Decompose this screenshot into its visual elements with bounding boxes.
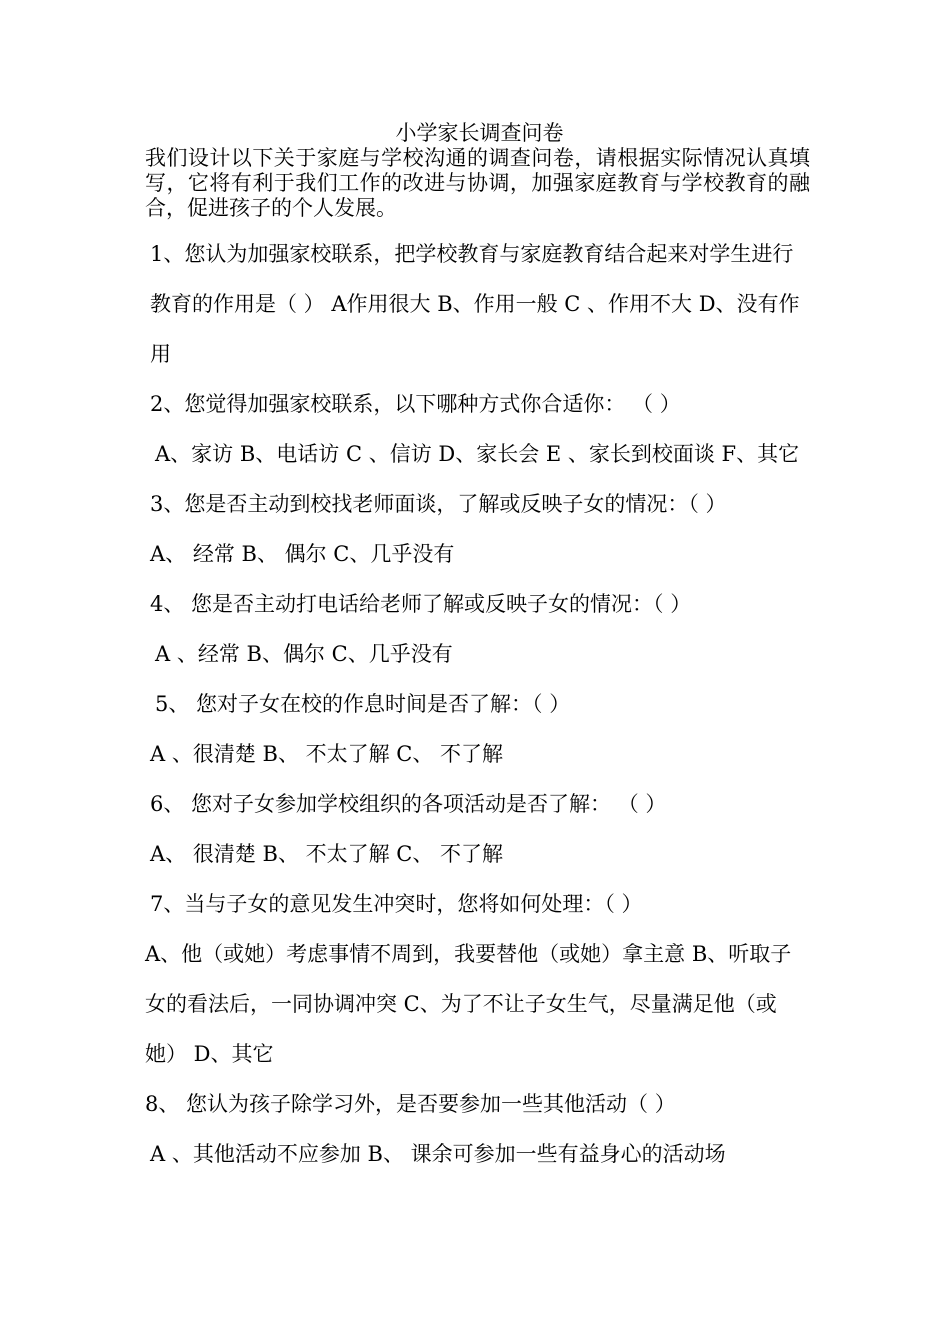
question-text: 8、 您认为孩子除学习外，是否要参加一些其他活动（ ） <box>145 1092 676 1116</box>
question-2 <box>145 379 810 479</box>
question-options: A 、其他活动不应参加 B、 课余可参加一些有益身心的活动场 <box>150 1142 726 1166</box>
question-6 <box>145 779 810 879</box>
question-text: 6、 您对子女参加学校组织的各项活动是否了解： （ ） <box>150 792 667 816</box>
question-7 <box>145 879 810 1079</box>
question-8 <box>145 1079 810 1179</box>
question-text: 7、当与子女的意见发生冲突时，您将如何处理：（ ） <box>150 892 643 916</box>
question-options: A、 经常 B、 偶尔 C、几乎没有 <box>150 542 455 566</box>
question-text: 3、您是否主动到校找老师面谈，了解或反映子女的情况：（ ） <box>150 492 727 516</box>
question-options: A、家访 B、电话访 C 、信访 D、家长会 E 、家长到校面谈 F、其它 <box>155 442 800 466</box>
question-options: A、他（或她）考虑事情不周到，我要替他（或她）拿主意 B、听取子女的看法后，一同协调冲突 C、为了不让子女生气，尽量满足他（或她） D、其它 <box>145 942 792 1066</box>
survey-document <box>145 120 810 1179</box>
question-text: 2、您觉得加强家校联系，以下哪种方式你合适你： （ ） <box>150 392 681 416</box>
intro-paragraph: 我们设计以下关于家庭与学校沟通的调查问卷，请根据实际情况认真填写，它将有利于我们工作的改进与协调，加强家庭教育与学校教育的融合，促进孩子的个人发展。 <box>145 146 810 220</box>
question-5 <box>145 679 810 779</box>
question-4 <box>145 579 810 679</box>
question-3 <box>145 479 810 579</box>
question-options: A 、很清楚 B、 不太了解 C、 不了解 <box>150 742 504 766</box>
question-options: A 、经常 B、偶尔 C、几乎没有 <box>155 642 453 666</box>
question-text: 5、 您对子女在校的作息时间是否了解：（ ） <box>155 692 571 716</box>
question-text: 4、 您是否主动打电话给老师了解或反映子女的情况：（ ） <box>150 592 692 616</box>
question-1 <box>145 229 810 379</box>
question-options: A、 很清楚 B、 不太了解 C、 不了解 <box>150 842 504 866</box>
document-title: 小学家长调查问卷 <box>395 121 564 145</box>
question-text: 1、您认为加强家校联系，把学校教育与家庭教育结合起来对学生进行教育的作用是（ ） A作用很大 B、作用一般 C 、作用不大 D、没有作用 <box>150 242 800 366</box>
